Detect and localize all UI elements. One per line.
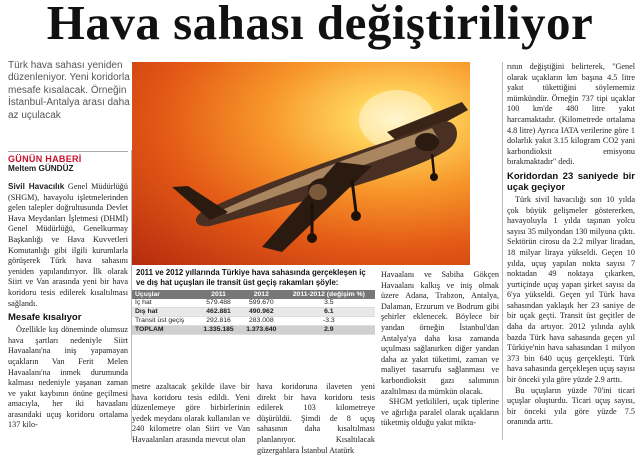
table-title: 2011 ve 2012 yıllarında Türkiye hava sahasında gerçekleşen iç ve dış hat uçuşları ile transit üst geçiş rakamları şöyle: bbox=[136, 268, 366, 287]
table-cell: TOPLAM bbox=[132, 325, 197, 334]
col4-paragraph-2: SHGM yetkilileri, uçak tiplerine ve ağırlığa paralel olarak uçakların tüketmiş olduğu yakıt mikta- bbox=[381, 397, 499, 428]
table-cell: 579.488 bbox=[197, 299, 240, 308]
airplane-photo bbox=[132, 62, 470, 265]
col1-subhead: Mesafe kısalıyor bbox=[8, 312, 82, 324]
col1-lead-rest: Genel Müdürlüğü (SHGM), havayolu işletmelerinden gelen talepler doğrultusunda Devlet Hava Meydanları İşletmesi (DHMİ) Genel Müdürlüğü, Genelkurmay Başkanlığı ve Hava Kuvvetleri Komutanlığı gibi ilgili kurumlarla görüşerek Türk hava sahasını yeniden yapılandırıyor. İlk olarak Siirt ve Van arasında yeni bir hava koridoru tesis edilerek kısaltılması sağlandı. bbox=[8, 182, 128, 308]
col5-paragraph-3: Bu uçuşların yüzde 70'ini ticari uçuşlar oluşturdu. Ticari uçuş sayısı, bir önceki yıla göre yüzde 7.5 oranında arttı. bbox=[507, 385, 635, 427]
col1-paragraph-2: Özellikle kış döneminde olumsuz hava şartları nedeniyle Siirt Havaalanı'na iniş yapamayan uçakların Van Ferit Melen Havaalanı'na inmek durumunda kalması nedeniyle yaşanan zaman ve yakıt kaybının önüne geçilmesi amacıyla, her iki havaalanı arasındaki uçuş koridoru ortalama 137 kilo- bbox=[8, 325, 128, 430]
section-label: GÜNÜN HABERİ bbox=[8, 154, 82, 164]
airplane-icon bbox=[132, 62, 470, 265]
table-cell: 462.881 bbox=[197, 307, 240, 316]
table-cell: 490.962 bbox=[240, 307, 283, 316]
flight-stats-table-box bbox=[132, 266, 375, 380]
col4-paragraph-1: Havaalanı ve Sabiha Gökçen Havaalanı kalkış ve iniş olmak üzere Adana, Trabzon, Antalya, Dalaman, Erzurum ve Bodrum gibi şehirler eklenecek. Böylece bir yandan örneğin İstanbul'dan Antalya'ya daha kısa zamanda uçulması sağlanırken diğer yandan daha az yakıt tüketimi, zaman ve maliyet tasarrufu sağlanması ve karbondioksit gazı salımının azaltılması da mümkün olacak. bbox=[381, 270, 499, 396]
table-row bbox=[132, 299, 375, 308]
table-cell: 292.816 bbox=[197, 316, 240, 325]
headline: Hava sahası değiştiriliyor bbox=[46, 0, 594, 50]
lede: Türk hava sahası yeniden düzenleniyor. Yeni koridorla mesafe kısalacak. Örneğin İstanbul-Antalya arası daha az uçulacak bbox=[8, 60, 130, 121]
table-cell: 1.335.185 bbox=[197, 325, 240, 334]
article-column-4 bbox=[381, 270, 499, 440]
table-cell: Dış hat bbox=[132, 307, 197, 316]
table-cell: İç hat bbox=[132, 299, 197, 308]
article-column-1 bbox=[8, 182, 128, 440]
table-header: 2012 bbox=[240, 290, 283, 299]
table-cell: 599.670 bbox=[240, 299, 283, 308]
article-column-5 bbox=[507, 62, 635, 440]
col5-subhead: Koridordan 23 saniyede bir uçak geçiyor bbox=[507, 170, 635, 193]
table-header: Uçuşlar bbox=[132, 290, 197, 299]
table-header: 2011 bbox=[197, 290, 240, 299]
col1-paragraph-1 bbox=[8, 182, 128, 309]
col3-paragraph: hava koridoruna ilaveten yeni direkt bir hava koridoru tesis edilerek 103 kilometreye düşürüldü. Şimdi de 8 uçuş sahasının daha kısaltılması planlanıyor. Kısaltılacak güzergahlara İstanbul Atatürk bbox=[257, 382, 375, 455]
table-cell: Transit üst geçiş bbox=[132, 316, 197, 325]
col5-paragraph-1: rının değiştiğini belirterek, "Genel olarak uçakların km başına 4.5 litre yakıt tükettiğini söylememiz mümkündür. Örneğin 737 tipi uçaklar 100 km'de 480 litre yakıt harcamaktadır. (Kilometrede ortalama 4.8 litre) Ayrıca IATA verilerine göre 1 dolarlık yakıt 3.15 kilogram CO2 yani karbondioksit emisyonu bırakmaktadır" dedi. bbox=[507, 62, 635, 167]
article-column-3 bbox=[257, 382, 375, 455]
flight-stats-table bbox=[132, 290, 375, 335]
col1-lead-bold: Sivil Havacılık bbox=[8, 182, 65, 191]
byline bbox=[8, 151, 128, 173]
article-column-2 bbox=[132, 382, 250, 444]
table-row bbox=[132, 316, 375, 325]
table-cell: 6.1 bbox=[283, 307, 375, 316]
col5-paragraph-2: Türk sivil havacılığı son 10 yılda çok büyük gelişmeler göstererken, havayoluyla 1 yılda taşınan yolcu sayısı 35 milyondan 130 milyona çıktı. Sektörün cirosu da 2.2 milyar liradan, 18 milyar liraya yükseldi. Geçen 10 yılda, uçuş yapılan nokta sayısı 7 noktadan 49 noktaya çıkarken, yurtiçinde uçuş yapan şirket sayısı da 6'ya yükseldi. Geçen yıl Türk hava sahasından yaklaşık her 23 saniye de bir uçak geçti. Transit üst geçitler de daha da artıyor. 2012 yılında aylık bazda Türk hava sahasında geçen yıl Türkiye'nin hava sahasından 1 milyon 373 bin 640 uçuş gerçekleşti. Türk hava sahasında gerçekleşen uçuş sayısı bir önceki yıla göre yüzde 2.9 arttı. bbox=[507, 194, 635, 385]
table-row bbox=[132, 325, 375, 334]
col2-paragraph: metre azaltacak şekilde ilave bir hava koridoru tesis edildi. Yeni düzenlemeye göre birbirlerinin yedek meydanı olarak kullanılan ve 240 kilometre olan Siirt ve Van Havaalanları arasında mevcut olan bbox=[132, 382, 250, 444]
table-cell: 1.373.640 bbox=[240, 325, 283, 334]
table-cell: 3.5 bbox=[283, 299, 375, 308]
table-cell: 2.9 bbox=[283, 325, 375, 334]
table-header: 2011-2012 (değişim %) bbox=[283, 290, 375, 299]
table-row bbox=[132, 307, 375, 316]
author: Meltem GÜNDÜZ bbox=[8, 164, 74, 173]
table-cell: -3.3 bbox=[283, 316, 375, 325]
table-cell: 283.008 bbox=[240, 316, 283, 325]
